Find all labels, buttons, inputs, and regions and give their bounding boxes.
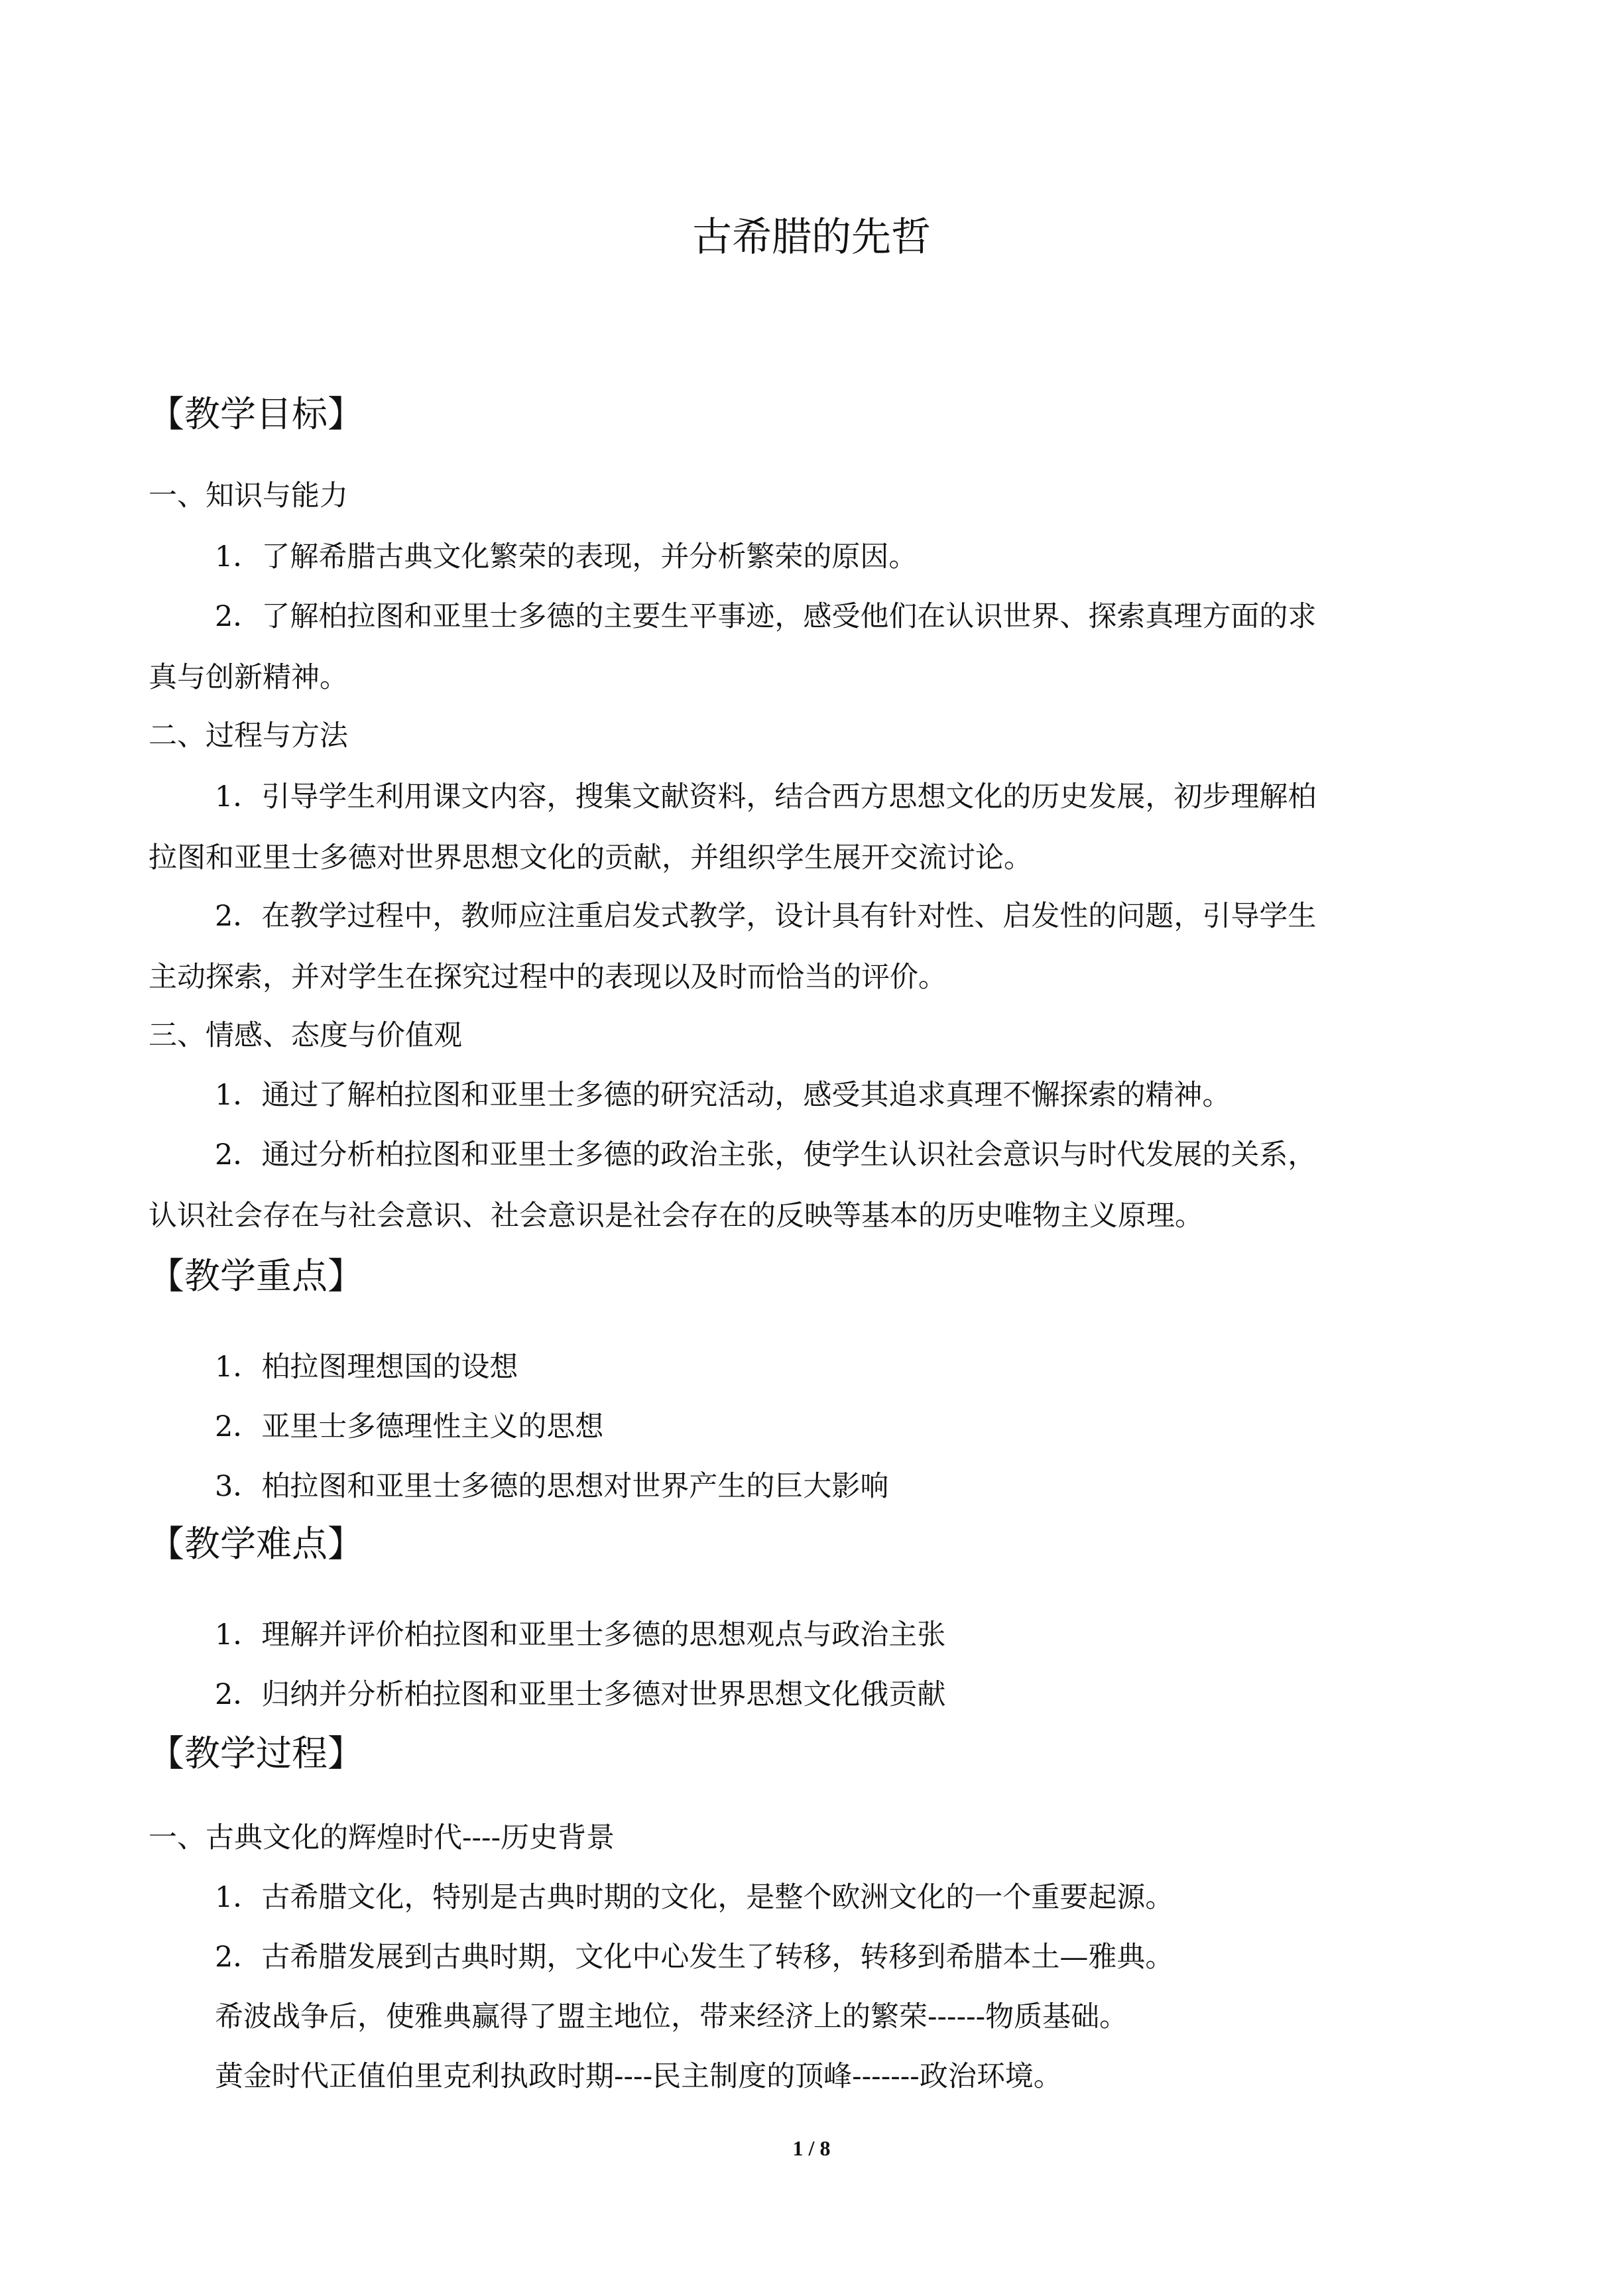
paragraph: 黄金时代正值伯里克利执政时期----民主制度的顶峰-------政治环境。 [215,2060,1062,2093]
section-heading-objectives: 【教学目标】 [149,393,363,435]
paragraph [149,597,1481,697]
section-heading-process: 【教学过程】 [149,1732,363,1774]
subheading-knowledge-ability: 一、知识与能力 [149,479,348,513]
section-heading-difficulties: 【教学难点】 [149,1523,363,1565]
list-item: 1．柏拉图理想国的设想 [215,1351,518,1384]
paragraph-line: 2．通过分析柏拉图和亚里士多德的政治主张，使学生认识社会意识与时代发展的关系， [215,1138,1317,1172]
section-heading-key-points: 【教学重点】 [149,1255,363,1297]
paragraph: 1．了解希腊古典文化繁荣的表现，并分析繁荣的原因。 [215,540,918,574]
paragraph-line: 2．了解柏拉图和亚里士多德的主要生平事迹，感受他们在认识世界、探索真理方面的求 [215,600,1317,633]
list-item: 2．归纳并分析柏拉图和亚里士多德对世界思想文化俄贡献 [215,1678,946,1711]
paragraph-line: 1．引导学生利用课文内容，搜集文献资料，结合西方思想文化的历史发展，初步理解柏 [215,780,1317,814]
paragraph [149,896,1481,997]
paragraph-line: 主动探索，并对学生在探究过程中的表现以及时而恰当的评价。 [149,961,947,994]
list-item: 1．理解并评价柏拉图和亚里士多德的思想观点与政治主张 [215,1618,946,1652]
subheading-classical-era: 一、古典文化的辉煌时代----历史背景 [149,1821,615,1854]
paragraph [149,777,1481,878]
page-number: 1 / 8 [792,2136,831,2160]
paragraph-line: 拉图和亚里士多德对世界思想文化的贡献，并组织学生展开交流讨论。 [149,841,1032,875]
paragraph: 1．古希腊文化，特别是古典时期的文化，是整个欧洲文化的一个重要起源。 [215,1881,1174,1914]
paragraph: 2．古希腊发展到古典时期，文化中心发生了转移，转移到希腊本土—雅典。 [215,1941,1174,1974]
paragraph-line: 认识社会存在与社会意识、社会意识是社会存在的反映等基本的历史唯物主义原理。 [149,1199,1203,1233]
paragraph-line: 真与创新精神。 [149,661,348,694]
list-item: 3．柏拉图和亚里士多德的思想对世界产生的巨大影响 [215,1470,889,1503]
subheading-process-method: 二、过程与方法 [149,719,348,753]
paragraph [149,1135,1481,1236]
list-item: 2．亚里士多德理性主义的思想 [215,1410,604,1443]
document-title: 古希腊的先哲 [692,214,931,261]
subheading-attitude-values: 三、情感、态度与价值观 [149,1019,462,1052]
paragraph-line: 2．在教学过程中，教师应注重启发式教学，设计具有针对性、启发性的问题，引导学生 [215,900,1317,933]
paragraph: 希波战争后，使雅典赢得了盟主地位，带来经济上的繁荣------物质基础。 [215,2000,1128,2033]
paragraph: 1．通过了解柏拉图和亚里士多德的研究活动，感受其追求真理不懈探索的精神。 [215,1079,1231,1112]
